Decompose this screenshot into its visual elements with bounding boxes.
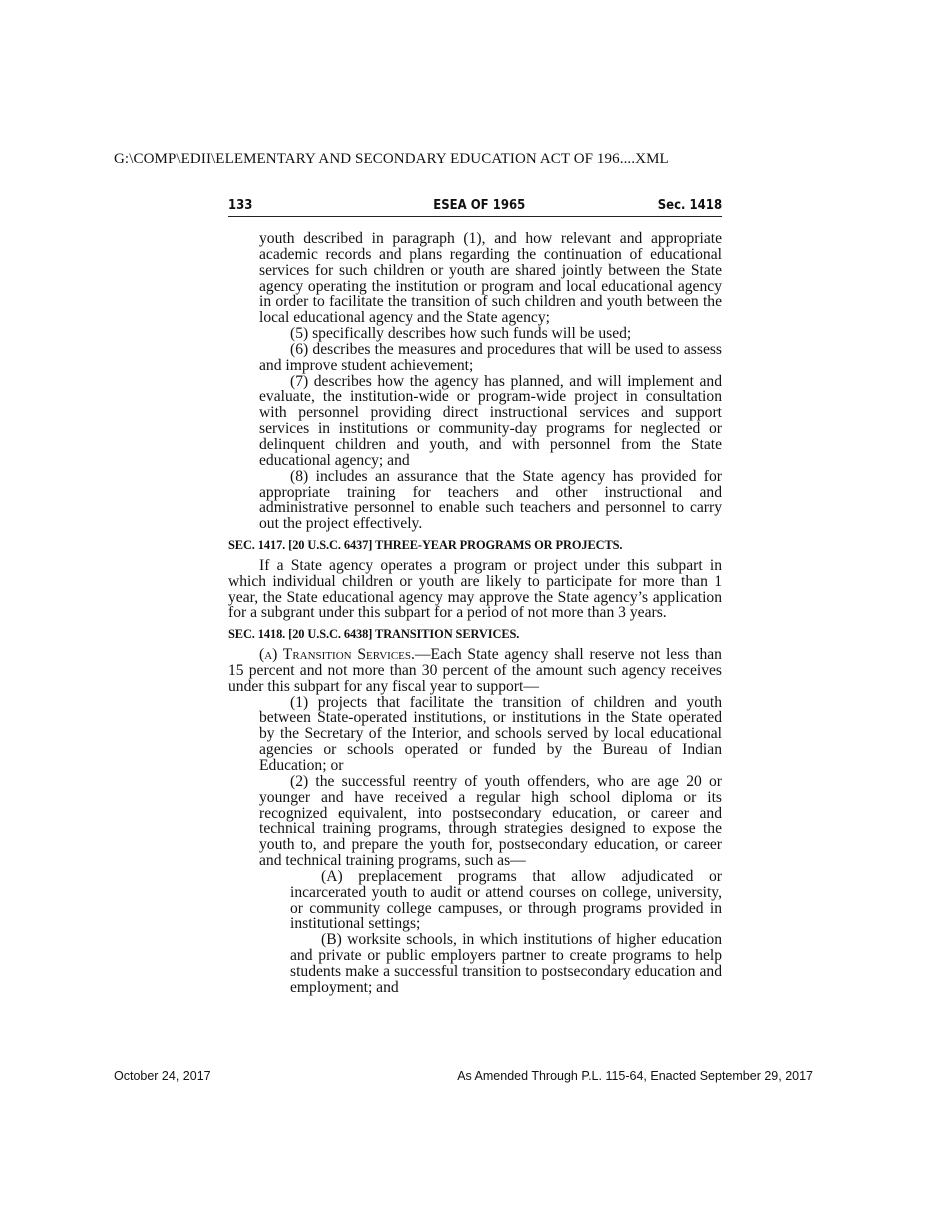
page-number: 133: [228, 198, 253, 213]
subsection-a: [228, 647, 722, 695]
section-label: Sec. 1418: [657, 198, 723, 213]
section-1418-heading: SEC. 1418. [20 U.S.C. 6438] TRANSITION SERVICES.: [228, 627, 520, 642]
paragraph-6: (6) describes the measures and procedures that will be used to assess and improve student achievement;: [259, 340, 722, 374]
section-1417-text: If a State agency operates a program or project under this subpart in which individual children or youth are likely to participate for more than 1 year, the State educational agency may approve the State agency’s application for a subgrant under this subpart for a period of not more than 3 years.: [228, 556, 722, 622]
subsection-a-label: (a) Transition Services.: [259, 646, 415, 664]
paragraph-8: (8) includes an assurance that the State agency has provided for appropriate training for teachers and other instructional and administrative personnel to enable such teachers and personnel to carry out the project effectively.: [259, 467, 722, 533]
footer-amended: As Amended Through P.L. 115-64, Enacted September 29, 2017: [457, 1069, 813, 1083]
subparagraph-A: (A) preplacement programs that allow adjudicated or incarcerated youth to audit or attend courses on college, university, or community college campuses, or through programs provided in institutional settings;: [290, 867, 722, 933]
subsection-a-text: —Each State agency shall reserve not less than 15 percent and not more than 30 percent of the amount such agency receives under this subpart for any fiscal year to support—: [228, 646, 722, 695]
running-header: [228, 198, 722, 217]
section-1417-heading: SEC. 1417. [20 U.S.C. 6437] THREE-YEAR PROGRAMS OR PROJECTS.: [228, 538, 623, 553]
file-path: G:\COMP\EDII\ELEMENTARY AND SECONDARY EDUCATION ACT OF 196....XML: [114, 151, 669, 167]
paragraph-5: (5) specifically describes how such funds will be used;: [290, 325, 632, 343]
running-title: ESEA OF 1965: [433, 198, 526, 213]
document-body: [228, 231, 722, 996]
paragraph-a1: (1) projects that facilitate the transition of children and youth between State-operated institutions, or institutions in the State operated by the Secretary of the Interior, and schools served by local educational agencies or schools operated or funded by the Bureau of Indian Education; or: [259, 693, 722, 774]
paragraph-a2: (2) the successful reentry of youth offenders, who are age 20 or younger and have received a regular high school diploma or its recognized equivalent, into postsecondary education, or career and technical training programs, through strategies designed to expose the youth to, and prepare the youth for, postsecondary education, or career and technical training programs, such as—: [259, 772, 722, 870]
footer-date: October 24, 2017: [114, 1069, 211, 1083]
paragraph-7: (7) describes how the agency has planned, and will implement and evaluate, the institution-wide or program-wide project in consultation with personnel providing direct instructional services and support services in institutions or community-day programs for neglected or delinquent children and youth, and with personnel from the State educational agency; and: [259, 372, 722, 469]
subparagraph-B: (B) worksite schools, in which institutions of higher education and private or public employers partner to create programs to help students make a successful transition to postsecondary education and employment; and: [290, 931, 722, 996]
paragraph-continuation: youth described in paragraph (1), and how relevant and appropriate academic records and plans regarding the continuation of educational services for such children or youth are shared jointly between the State agency operating the institution or program and local educational agency in order to facilitate the transition of such children and youth between the local educational agency and the State agency;: [259, 230, 722, 327]
